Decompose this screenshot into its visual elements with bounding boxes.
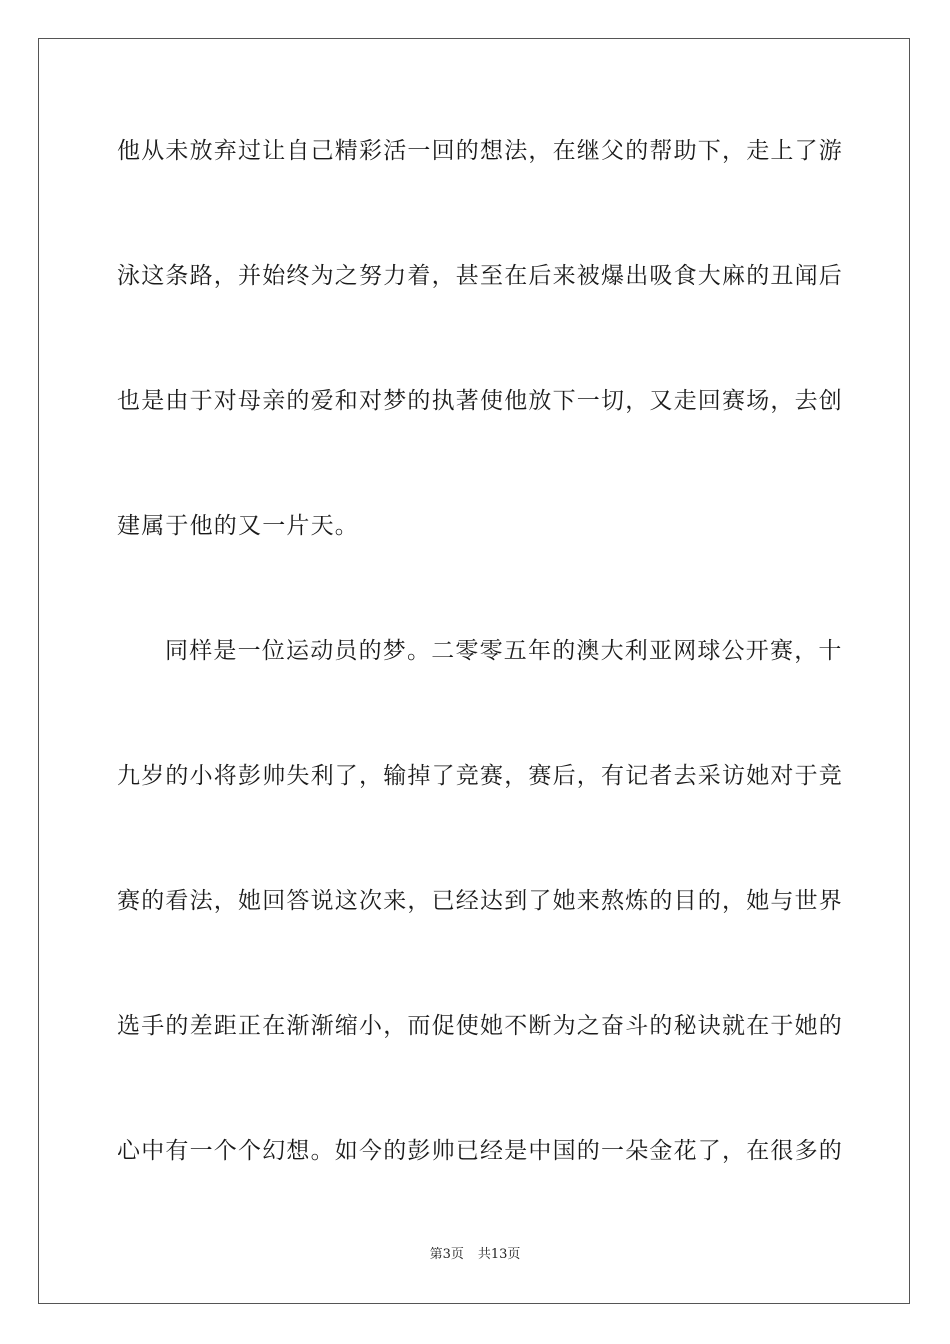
text-line: 赛的看法，她回答说这次来，已经达到了她来熬炼的目的，她与世界 xyxy=(117,888,843,914)
text-line: 选手的差距正在渐渐缩小，而促使她不断为之奋斗的秘诀就在于她的 xyxy=(117,1013,843,1039)
text-line: 心中有一个个幻想。如今的彭帅已经是中国的一朵金花了，在很多的 xyxy=(117,1138,843,1164)
text-line: 泳这条路，并始终为之努力着，甚至在后来被爆出吸食大麻的丑闻后 xyxy=(117,263,843,289)
total-pages: 共13页 xyxy=(477,1247,521,1262)
text-line: 九岁的小将彭帅失利了，输掉了竞赛，赛后，有记者去采访她对于竞 xyxy=(117,763,843,789)
page-border xyxy=(38,38,910,1304)
text-line: 同样是一位运动员的梦。二零零五年的澳大利亚网球公开赛，十 xyxy=(165,638,843,664)
page-footer xyxy=(0,1247,950,1263)
text-line: 他从未放弃过让自己精彩活一回的想法，在继父的帮助下，走上了游 xyxy=(117,138,843,164)
page-number: 第3页 xyxy=(429,1247,464,1262)
text-line: 也是由于对母亲的爱和对梦的执著使他放下一切，又走回赛场，去创 xyxy=(117,388,843,414)
text-line: 建属于他的又一片天。 xyxy=(117,513,359,539)
